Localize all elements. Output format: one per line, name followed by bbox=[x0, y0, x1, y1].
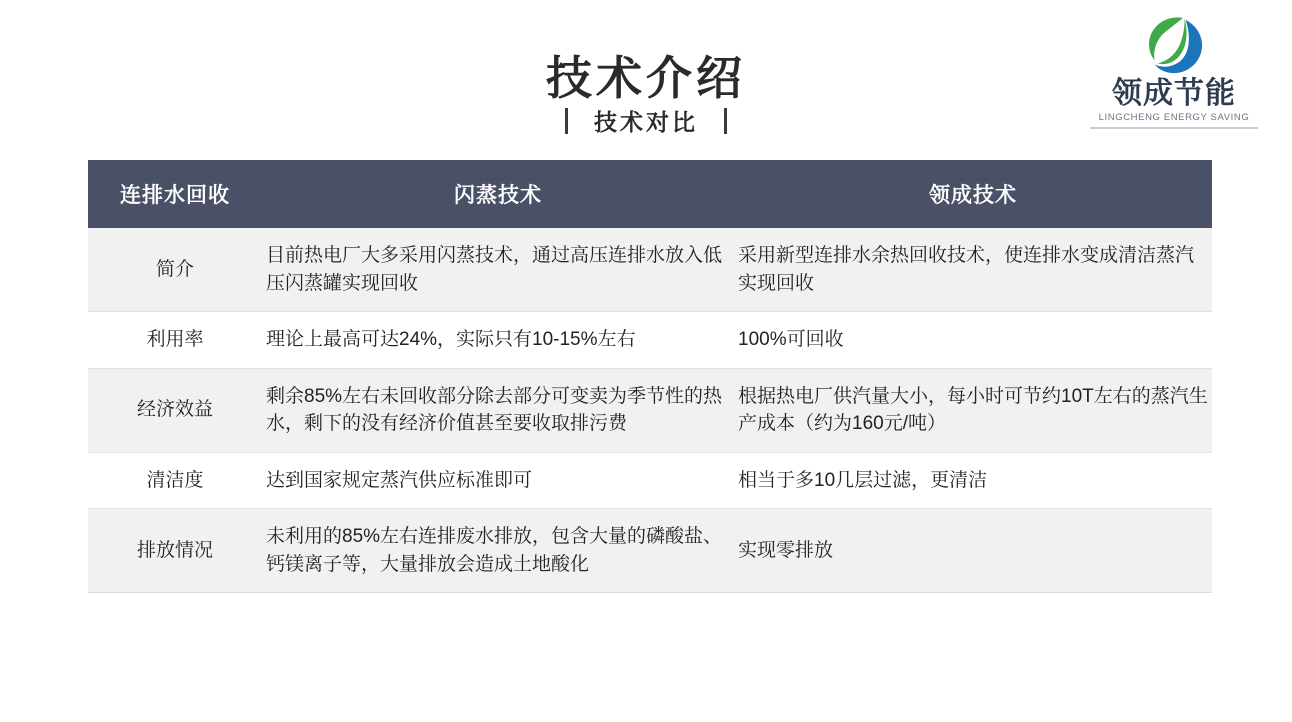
subtitle-left-bar-icon bbox=[565, 108, 568, 134]
row-flash-tech-value: 理论上最高可达24%，实际只有10-15%左右 bbox=[262, 312, 734, 369]
table-head bbox=[88, 160, 1212, 228]
row-lingcheng-tech-value: 相当于多10几层过滤，更清洁 bbox=[734, 452, 1212, 509]
logo-company-name: 领成节能 bbox=[1112, 77, 1236, 110]
row-lingcheng-tech-value: 根据热电厂供汽量大小，每小时可节约10T左右的蒸汽生产成本（约为160元/吨） bbox=[734, 368, 1212, 452]
table-row bbox=[88, 228, 1212, 312]
page-subtitle-group bbox=[0, 104, 1292, 137]
subtitle-right-bar-icon bbox=[724, 108, 727, 134]
row-lingcheng-tech-value: 采用新型连排水余热回收技术，使连排水变成清洁蒸汽实现回收 bbox=[734, 228, 1212, 312]
table-row bbox=[88, 368, 1212, 452]
page-title: 技术介绍 bbox=[546, 53, 746, 104]
table-header-flash-tech: 闪蒸技术 bbox=[262, 160, 734, 228]
comparison-table-wrapper bbox=[88, 160, 1206, 593]
row-label: 清洁度 bbox=[88, 452, 262, 509]
row-label: 经济效益 bbox=[88, 368, 262, 452]
table-row bbox=[88, 509, 1212, 593]
row-lingcheng-tech-value: 实现零排放 bbox=[734, 509, 1212, 593]
table-header-lingcheng-tech: 领成技术 bbox=[734, 160, 1212, 228]
row-label: 简介 bbox=[88, 228, 262, 312]
row-flash-tech-value: 达到国家规定蒸汽供应标准即可 bbox=[262, 452, 734, 509]
row-label: 利用率 bbox=[88, 312, 262, 369]
table-body bbox=[88, 228, 1212, 593]
logo-company-subtitle: LINGCHENG ENERGY SAVING bbox=[1098, 111, 1250, 123]
row-flash-tech-value: 目前热电厂大多采用闪蒸技术，通过高压连排水放入低压闪蒸罐实现回收 bbox=[262, 228, 734, 312]
row-flash-tech-value: 剩余85%左右未回收部分除去部分可变卖为季节性的热水，剩下的没有经济价值甚至要收取排污费 bbox=[262, 368, 734, 452]
table-row bbox=[88, 452, 1212, 509]
row-lingcheng-tech-value: 100%可回收 bbox=[734, 312, 1212, 369]
comparison-table bbox=[88, 160, 1212, 593]
row-flash-tech-value: 未利用的85%左右连排废水排放，包含大量的磷酸盐、钙镁离子等，大量排放会造成土地酸化 bbox=[262, 509, 734, 593]
page-subtitle: 技术对比 bbox=[594, 109, 698, 135]
table-header-label: 连排水回收 bbox=[88, 160, 262, 228]
table-header-row bbox=[88, 160, 1212, 228]
table-row bbox=[88, 312, 1212, 369]
row-label: 排放情况 bbox=[88, 509, 262, 593]
